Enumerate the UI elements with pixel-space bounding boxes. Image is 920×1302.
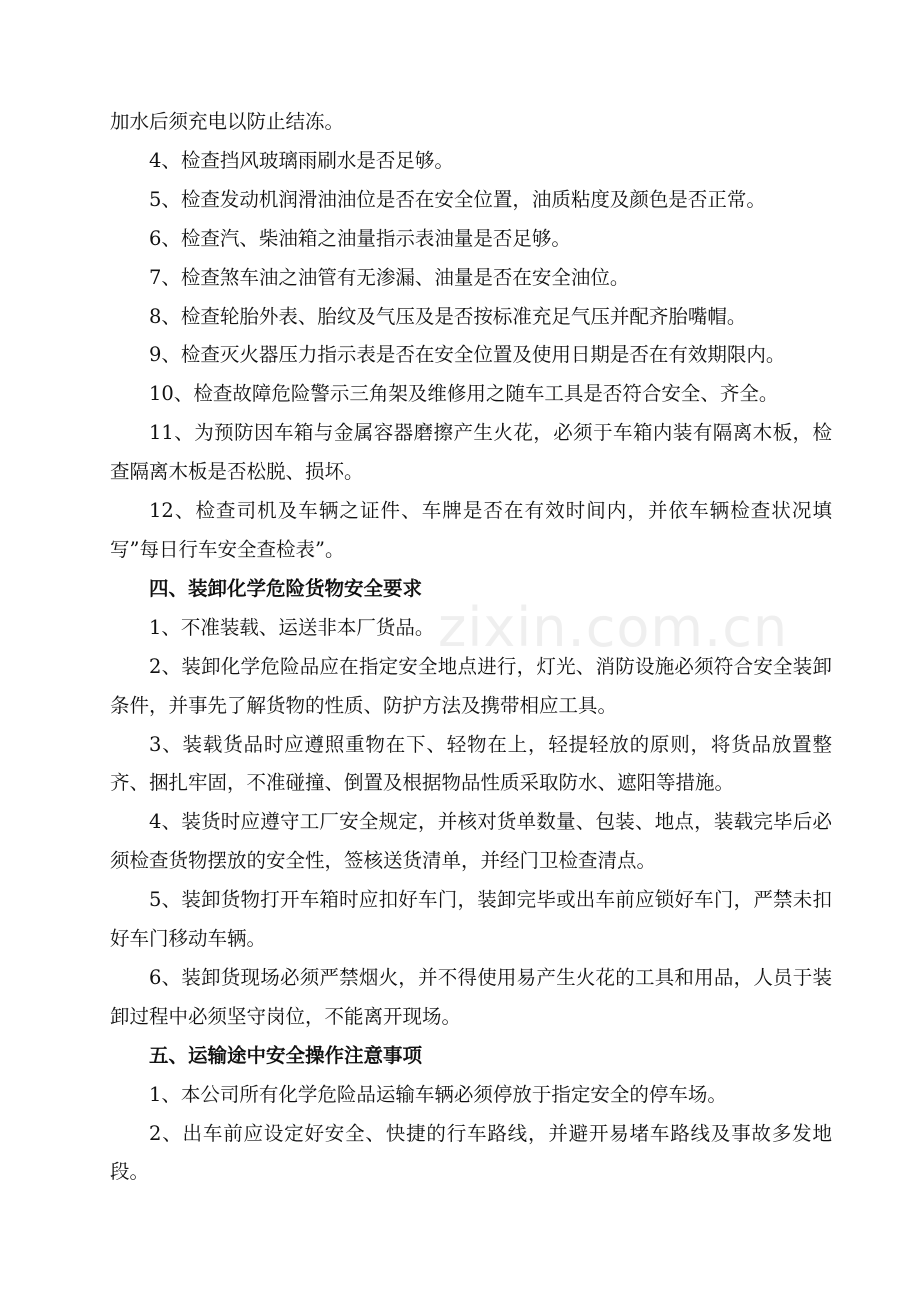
paragraph-section4-item-4: 4、装货时应遵守工厂安全规定，并核对货单数量、包装、地点，装载完毕后必须检查货物摆放的安全性，签核送货清单，并经门卫检查清点。 <box>110 810 832 873</box>
paragraph-section4-item-3: 3、装载货品时应遵照重物在下、轻物在上，轻提轻放的原则，将货品放置整齐、捆扎牢固，不准碰撞、倒置及根据物品性质采取防水、遮阳等措施。 <box>110 732 832 795</box>
paragraph-item-6: 6、检查汽、柴油箱之油量指示表油量是否足够。 <box>149 226 571 250</box>
paragraph-item-9: 9、检查灭火器压力指示表是否在安全位置及使用日期是否在有效期限内。 <box>149 343 786 367</box>
paragraph-item-7: 7、检查煞车油之油管有无渗漏、油量是否在安全油位。 <box>149 265 630 289</box>
section-heading-5: 五、运输途中安全操作注意事项 <box>149 1043 423 1067</box>
watermark: zixin.com.cn <box>438 596 789 659</box>
paragraph-section4-item-2: 2、装卸化学危险品应在指定安全地点进行，灯光、消防设施必须符合安全装卸条件，并事先了解货物的性质、防护方法及携带相应工具。 <box>110 654 832 717</box>
paragraph-item-10: 10、检查故障危险警示三角架及维修用之随车工具是否符合安全、齐全。 <box>149 382 779 406</box>
paragraph-item-11: 11、为预防因车箱与金属容器磨擦产生火花，必须于车箱内装有隔离木板，检查隔离木板是否松脱、损坏。 <box>110 421 832 484</box>
paragraph-continuation: 加水后须充电以防止结冻。 <box>110 110 345 133</box>
paragraph-section5-item-1: 1、本公司所有化学危险品运输车辆必须停放于指定安全的停车场。 <box>149 1082 727 1106</box>
paragraph-item-5: 5、检查发动机润滑油油位是否在安全位置，油质粘度及颜色是否正常。 <box>149 187 766 211</box>
document-body <box>110 103 832 1192</box>
paragraph-section4-item-6: 6、装卸货现场必须严禁烟火，并不得使用易产生火花的工具和用品，人员于装卸过程中必须坚守岗位，不能离开现场。 <box>110 965 832 1028</box>
paragraph-section4-item-5: 5、装卸货物打开车箱时应扣好车门，装卸完毕或出车前应锁好车门，严禁未扣好车门移动车辆。 <box>110 888 832 951</box>
paragraph-section5-item-2: 2、出车前应设定好安全、快捷的行车路线，并避开易堵车路线及事故多发地段。 <box>110 1121 832 1184</box>
paragraph-item-12: 12、检查司机及车辆之证件、车牌是否在有效时间内，并依车辆检查状况填写”每日行车安全查检表”。 <box>110 499 832 561</box>
section-heading-4: 四、装卸化学危险货物安全要求 <box>149 576 423 600</box>
paragraph-item-4: 4、检查挡风玻璃雨刷水是否足够。 <box>149 148 454 172</box>
paragraph-section4-item-1: 1、不准装载、运送非本厂货品。 <box>149 615 435 639</box>
paragraph-item-8: 8、检查轮胎外表、胎纹及气压及是否按标准充足气压并配齐胎嘴帽。 <box>149 304 747 328</box>
